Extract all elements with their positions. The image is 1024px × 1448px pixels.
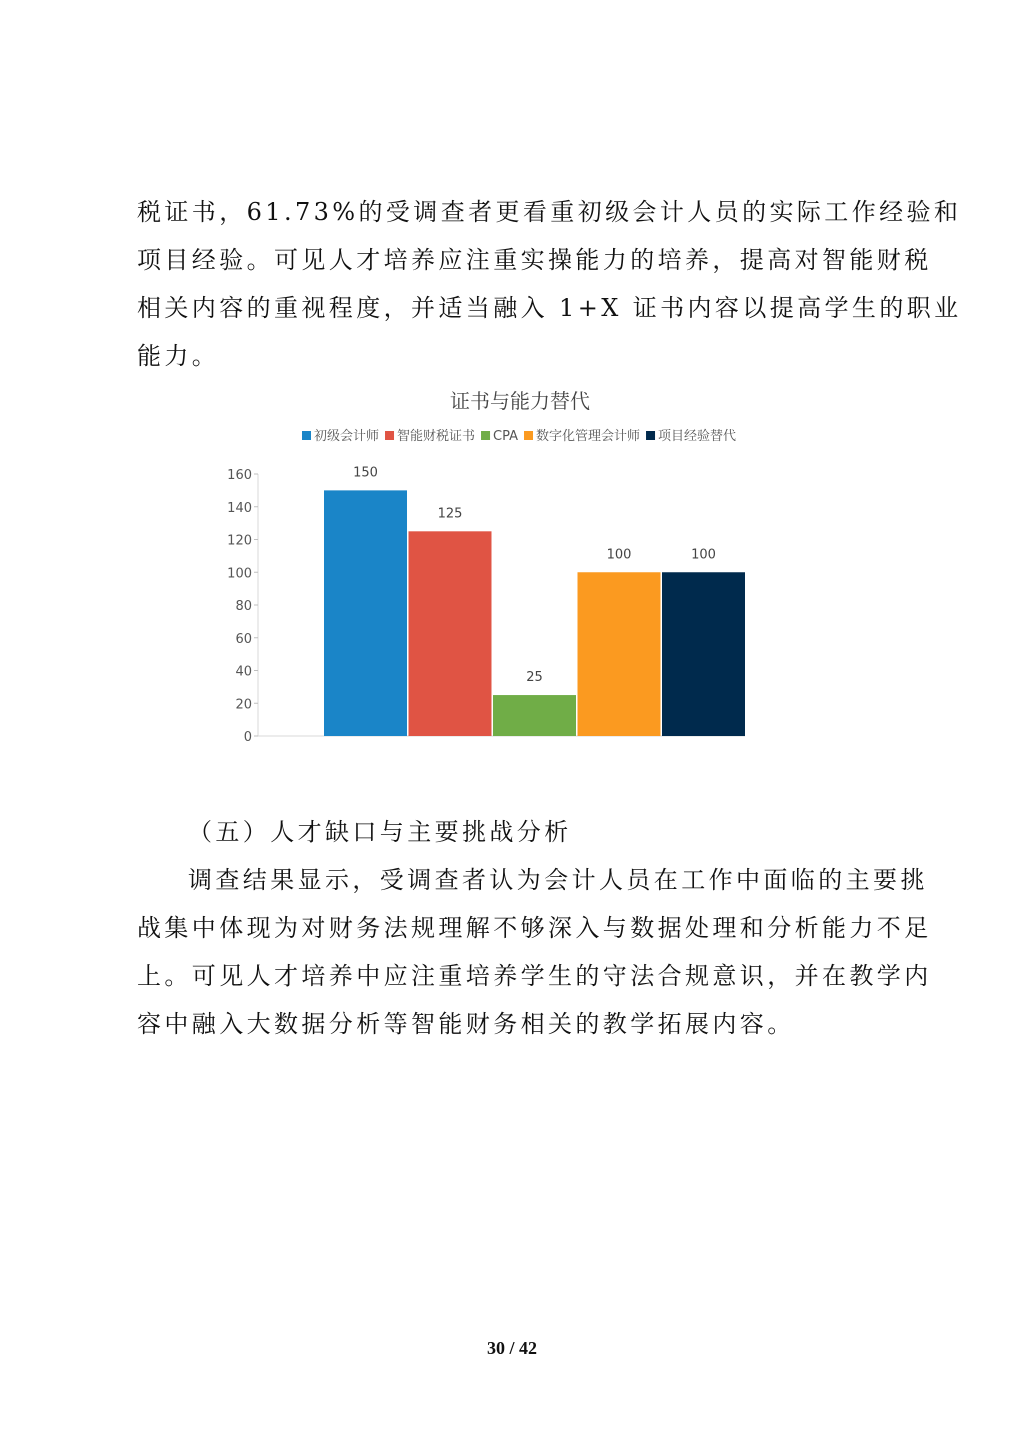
legend-swatch [302, 431, 311, 440]
section-heading: （五）人才缺口与主要挑战分析 [188, 818, 572, 846]
bar [324, 490, 407, 736]
data-label: 150 [353, 465, 378, 481]
bar [662, 572, 745, 736]
data-label: 25 [526, 670, 543, 686]
data-label: 100 [691, 547, 716, 563]
y-tick-label: 0 [243, 730, 252, 745]
y-tick-label: 60 [235, 631, 252, 647]
legend-entry: 数字化管理会计师 [536, 429, 641, 444]
paragraph-line: 战集中体现为对财务法规理解不够深入与数据处理和分析能力不足 [137, 914, 932, 942]
legend-swatch [385, 431, 394, 440]
paragraph-line: 相关内容的重视程度，并适当融入 1+X 证书内容以提高学生的职业 [137, 294, 962, 322]
bar [409, 531, 492, 736]
legend-entry: 智能财税证书 [397, 429, 476, 444]
data-label: 125 [437, 506, 463, 522]
bar [493, 695, 576, 736]
body-paragraph-2 [137, 856, 932, 1048]
y-tick-label: 140 [227, 500, 252, 516]
legend-entry: 项目经验替代 [658, 429, 737, 444]
data-label: 100 [606, 547, 632, 563]
bar-chart [200, 380, 800, 780]
paragraph-line: 项目经验。可见人才培养应注重实操能力的培养，提高对智能财税 [137, 246, 932, 274]
paragraph-line: 上。可见人才培养中应注重培养学生的守法合规意识，并在教学内 [137, 962, 932, 990]
y-tick-label: 160 [227, 468, 252, 483]
paragraph-line: 调查结果显示，受调查者认为会计人员在工作中面临的主要挑 [188, 866, 928, 894]
body-paragraph-1 [137, 188, 962, 380]
y-tick-label: 100 [227, 566, 252, 582]
legend-entry: CPA [493, 429, 519, 444]
paragraph-line: 能力。 [137, 342, 220, 370]
y-tick-label: 40 [235, 664, 252, 680]
chart-canvas [200, 380, 800, 780]
page-number: 30 / 42 [486, 1338, 537, 1358]
paragraph-line: 容中融入大数据分析等智能财务相关的教学拓展内容。 [137, 1010, 795, 1038]
bar [578, 572, 661, 736]
y-tick-label: 120 [227, 533, 252, 549]
legend-entry: 初级会计师 [314, 429, 380, 444]
legend-swatch [481, 431, 490, 440]
paragraph-line: 税证书，61.73%的受调查者更看重初级会计人员的实际工作经验和 [137, 198, 962, 226]
y-tick-label: 20 [235, 697, 252, 713]
legend-swatch [524, 431, 533, 440]
y-tick-label: 80 [235, 599, 252, 614]
chart-title: 证书与能力替代 [450, 389, 590, 413]
legend-swatch [646, 431, 655, 440]
